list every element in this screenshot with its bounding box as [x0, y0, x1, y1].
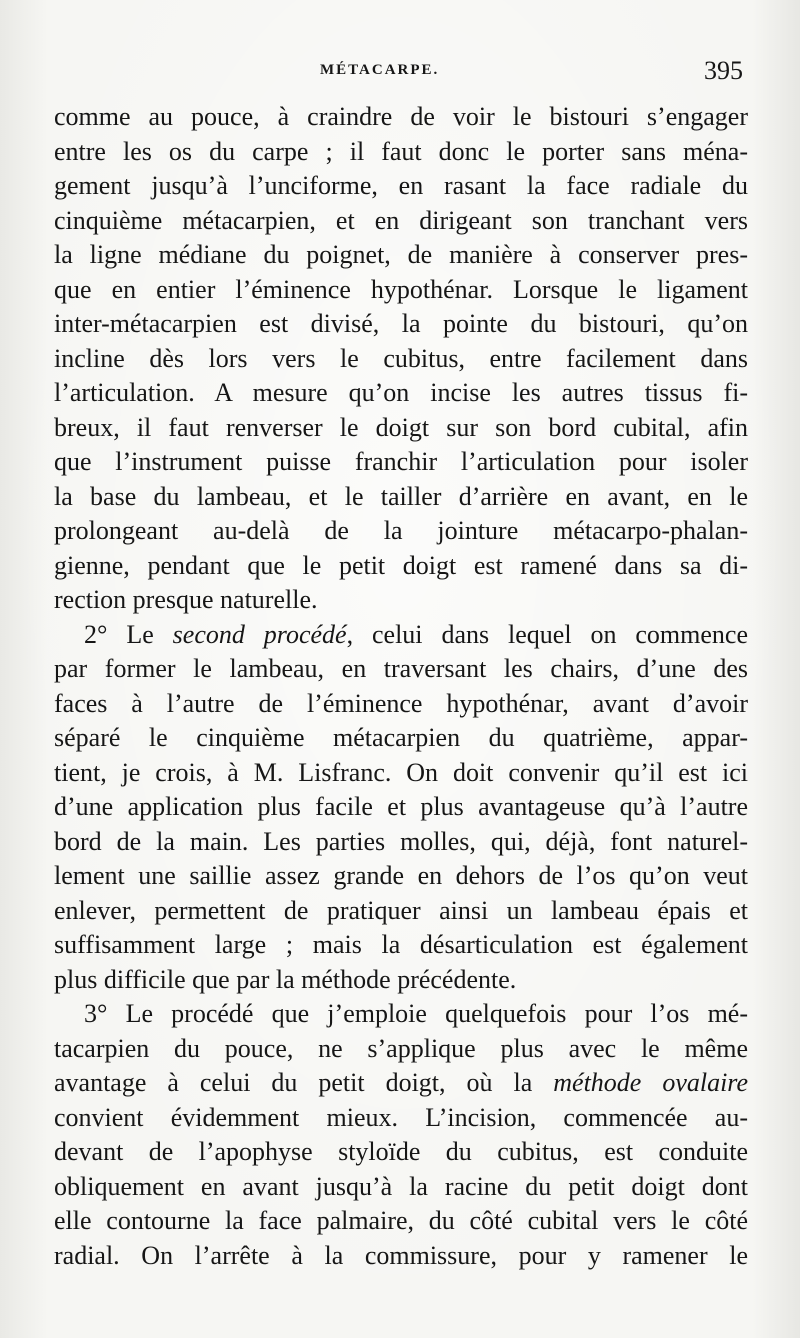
text-line: d’une application plus facile et plus avantageuse qu’à l’autre [54, 792, 748, 821]
text-line: breux, il faut renverser le doigt sur son bord cubital, afin [54, 412, 748, 442]
text-line: faces à l’autre de l’éminence hypothénar, avant d’avoir [54, 688, 748, 718]
text-line: gienne, pendant que le petit doigt est ramené dans sa di- [54, 550, 748, 580]
page-header [0, 56, 800, 92]
text-line: tient, je crois, à M. Lisfranc. On doit convenir qu’il est ici [54, 757, 748, 787]
text-line: entre les os du carpe ; il faut donc le porter sans ména- [54, 136, 748, 166]
text-line-with-italic [54, 1066, 748, 1101]
text-line: lement une saillie assez grande en dehors de l’os qu’on veut [54, 861, 748, 890]
text-line: bord de la main. Les parties molles, qui, déjà, font naturel- [54, 826, 748, 856]
text-line: la ligne médiane du poignet, de manière à conserver pres- [54, 240, 748, 269]
text-run: avantage à celui du petit doigt, où la [54, 1068, 554, 1097]
text-line: par former le lambeau, en traversant les chairs, d’une des [54, 654, 748, 683]
text-line: elle contourne la face palmaire, du côté cubital vers le côté [54, 1206, 748, 1235]
text-line: radial. On l’arrête à la commissure, pour y ramener le [54, 1240, 748, 1270]
text-line: rection presque naturelle. [54, 585, 318, 614]
text-line: enlever, permettent de pratiquer ainsi un lambeau épais et [54, 895, 748, 925]
italic-term: méthode ovalaire [553, 1068, 748, 1097]
text-line: la base du lambeau, et le tailler d’arrière en avant, en le [54, 481, 748, 511]
text-line: séparé le cinquième métacarpien du quatrième, appar- [54, 723, 748, 752]
text-line: inter-métacarpien est divisé, la pointe du bistouri, qu’on [54, 309, 748, 338]
paragraph-2-first-line [54, 618, 748, 653]
text-line: convient évidemment mieux. L’incision, commencée au- [54, 1102, 748, 1132]
paragraph-3-first-line: 3° Le procédé que j’emploie quelquefois pour l’os mé- [84, 999, 748, 1028]
text-line: prolongeant au-delà de la jointure métacarpo-phalan- [54, 516, 748, 545]
text-run: , celui dans lequel on commence [346, 619, 748, 649]
text-line: obliquement en avant jusqu’à la racine du petit doigt dont [54, 1171, 748, 1201]
text-line: l’articulation. A mesure qu’on incise les autres tissus fi- [54, 378, 748, 407]
text-line: devant de l’apophyse styloïde du cubitus, est conduite [54, 1137, 748, 1166]
text-line: cinquième métacarpien, et en dirigeant son tranchant vers [54, 205, 748, 235]
text-line: incline dès lors vers le cubitus, entre facilement dans [54, 343, 748, 373]
running-head: MÉTACARPE. [320, 62, 440, 78]
text-line: que l’instrument puisse franchir l’articulation pour isoler [54, 447, 748, 476]
italic-term: second procédé [172, 619, 347, 649]
text-line: plus difficile que par la méthode précédente. [54, 964, 517, 994]
text-line: gement jusqu’à l’unciforme, en rasant la face radiale du [54, 171, 748, 200]
page-number: 395 [704, 56, 743, 85]
text-line: tacarpien du pouce, ne s’applique plus avec le même [54, 1033, 748, 1063]
text-line: comme au pouce, à craindre de voir le bistouri s’engager [54, 102, 748, 131]
text-run: 2° Le [84, 619, 173, 649]
text-line: que en entier l’éminence hypothénar. Lorsque le ligament [54, 274, 748, 304]
text-line: suffisamment large ; mais la désarticulation est également [54, 930, 748, 959]
body-text [54, 100, 748, 1273]
